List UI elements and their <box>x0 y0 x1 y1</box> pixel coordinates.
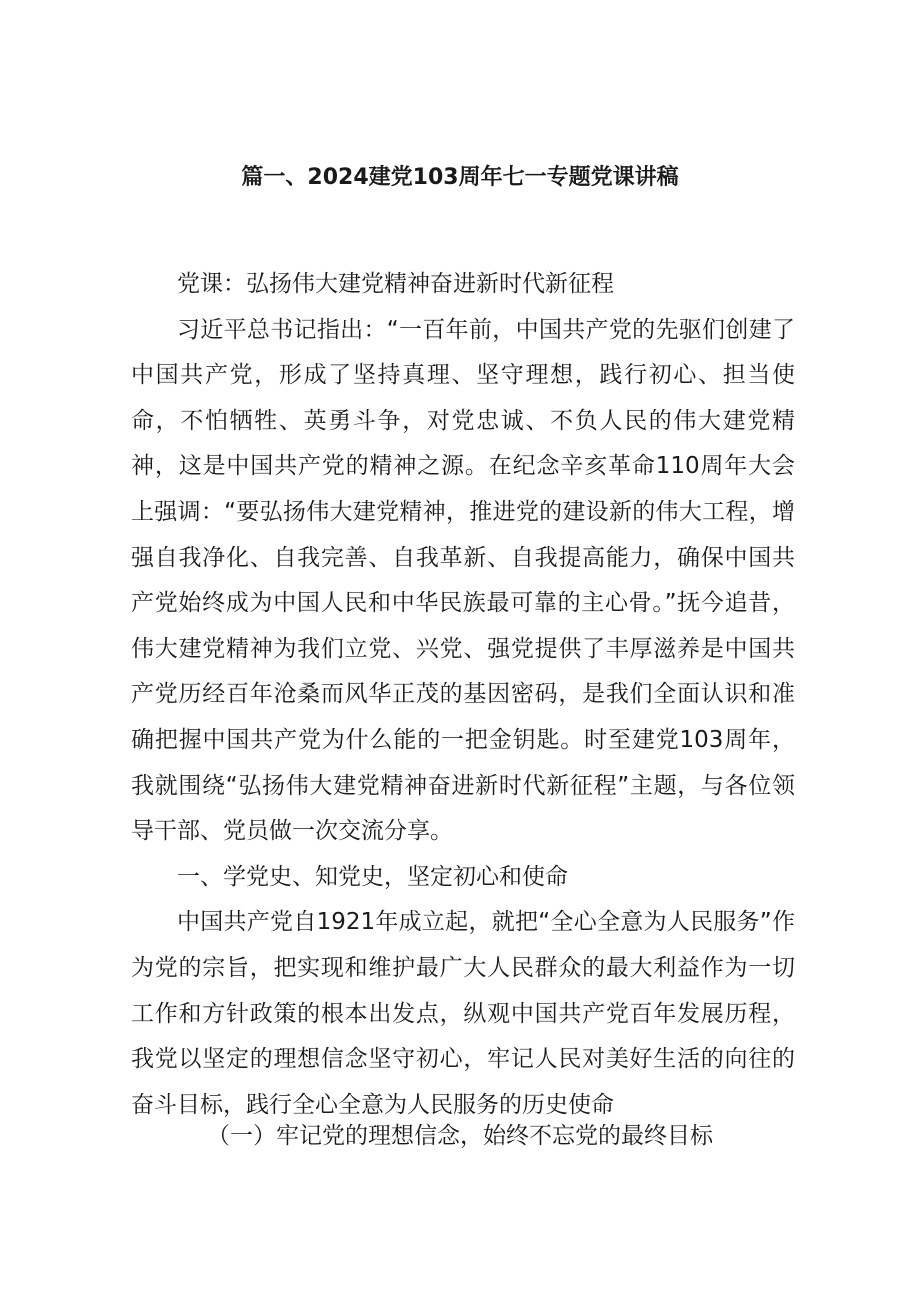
document-title: 篇一、2024建党103周年七一专题党课讲稿 <box>241 165 679 190</box>
subsection-heading: （一）牢记党的理想信念，始终不忘党的最终目标 <box>207 1123 713 1149</box>
lecture-topic-paragraph: 党课：弘扬伟大建党精神奋进新时代新征程 <box>177 271 614 297</box>
document-body <box>131 262 795 1128</box>
intro-paragraph: 习近平总书记指出：“一百年前，中国共产党的先驱们创建了中国共产党，形成了坚持真理、坚守理想，践行初心、担当使命，不怕牺牲、英勇斗争，对党忠诚、不负人民的伟大建党精神，这是中国共产党的精神之源。在纪念辛亥革命110周年大会上强调：“要弘扬伟大建党精神，推进党的建设新的伟大工程，增强自我净化、自我完善、自我革新、自我提高能力，确保中国共产党始终成为中国人民和中华民族最可靠的主心骨。”抚今追昔，伟大建党精神为我们立党、兴党、强党提供了丰厚滋养是中国共产党历经百年沧桑而风华正茂的基因密码，是我们全面认识和准确把握中国共产党为什么能的一把金钥匙。时至建党103周年，我就围绕“弘扬伟大建党精神奋进新时代新征程”主题，与各位领导干部、党员做一次交流分享。 <box>131 316 795 845</box>
section-1-paragraph: 中国共产党自1921年成立起，就把“全心全意为人民服务”作为党的宗旨，把实现和维护最广大人民群众的最大利益作为一切工作和方针政策的根本出发点，纵观中国共产党百年发展历程，我党以坚定的理想信念坚守初心，牢记人民对美好生活的向往的奋斗目标，践行全心全意为人民服务的历史使命 <box>131 909 795 1118</box>
section-heading-1: 一、学党史、知党史，坚定初心和使命 <box>177 863 568 890</box>
